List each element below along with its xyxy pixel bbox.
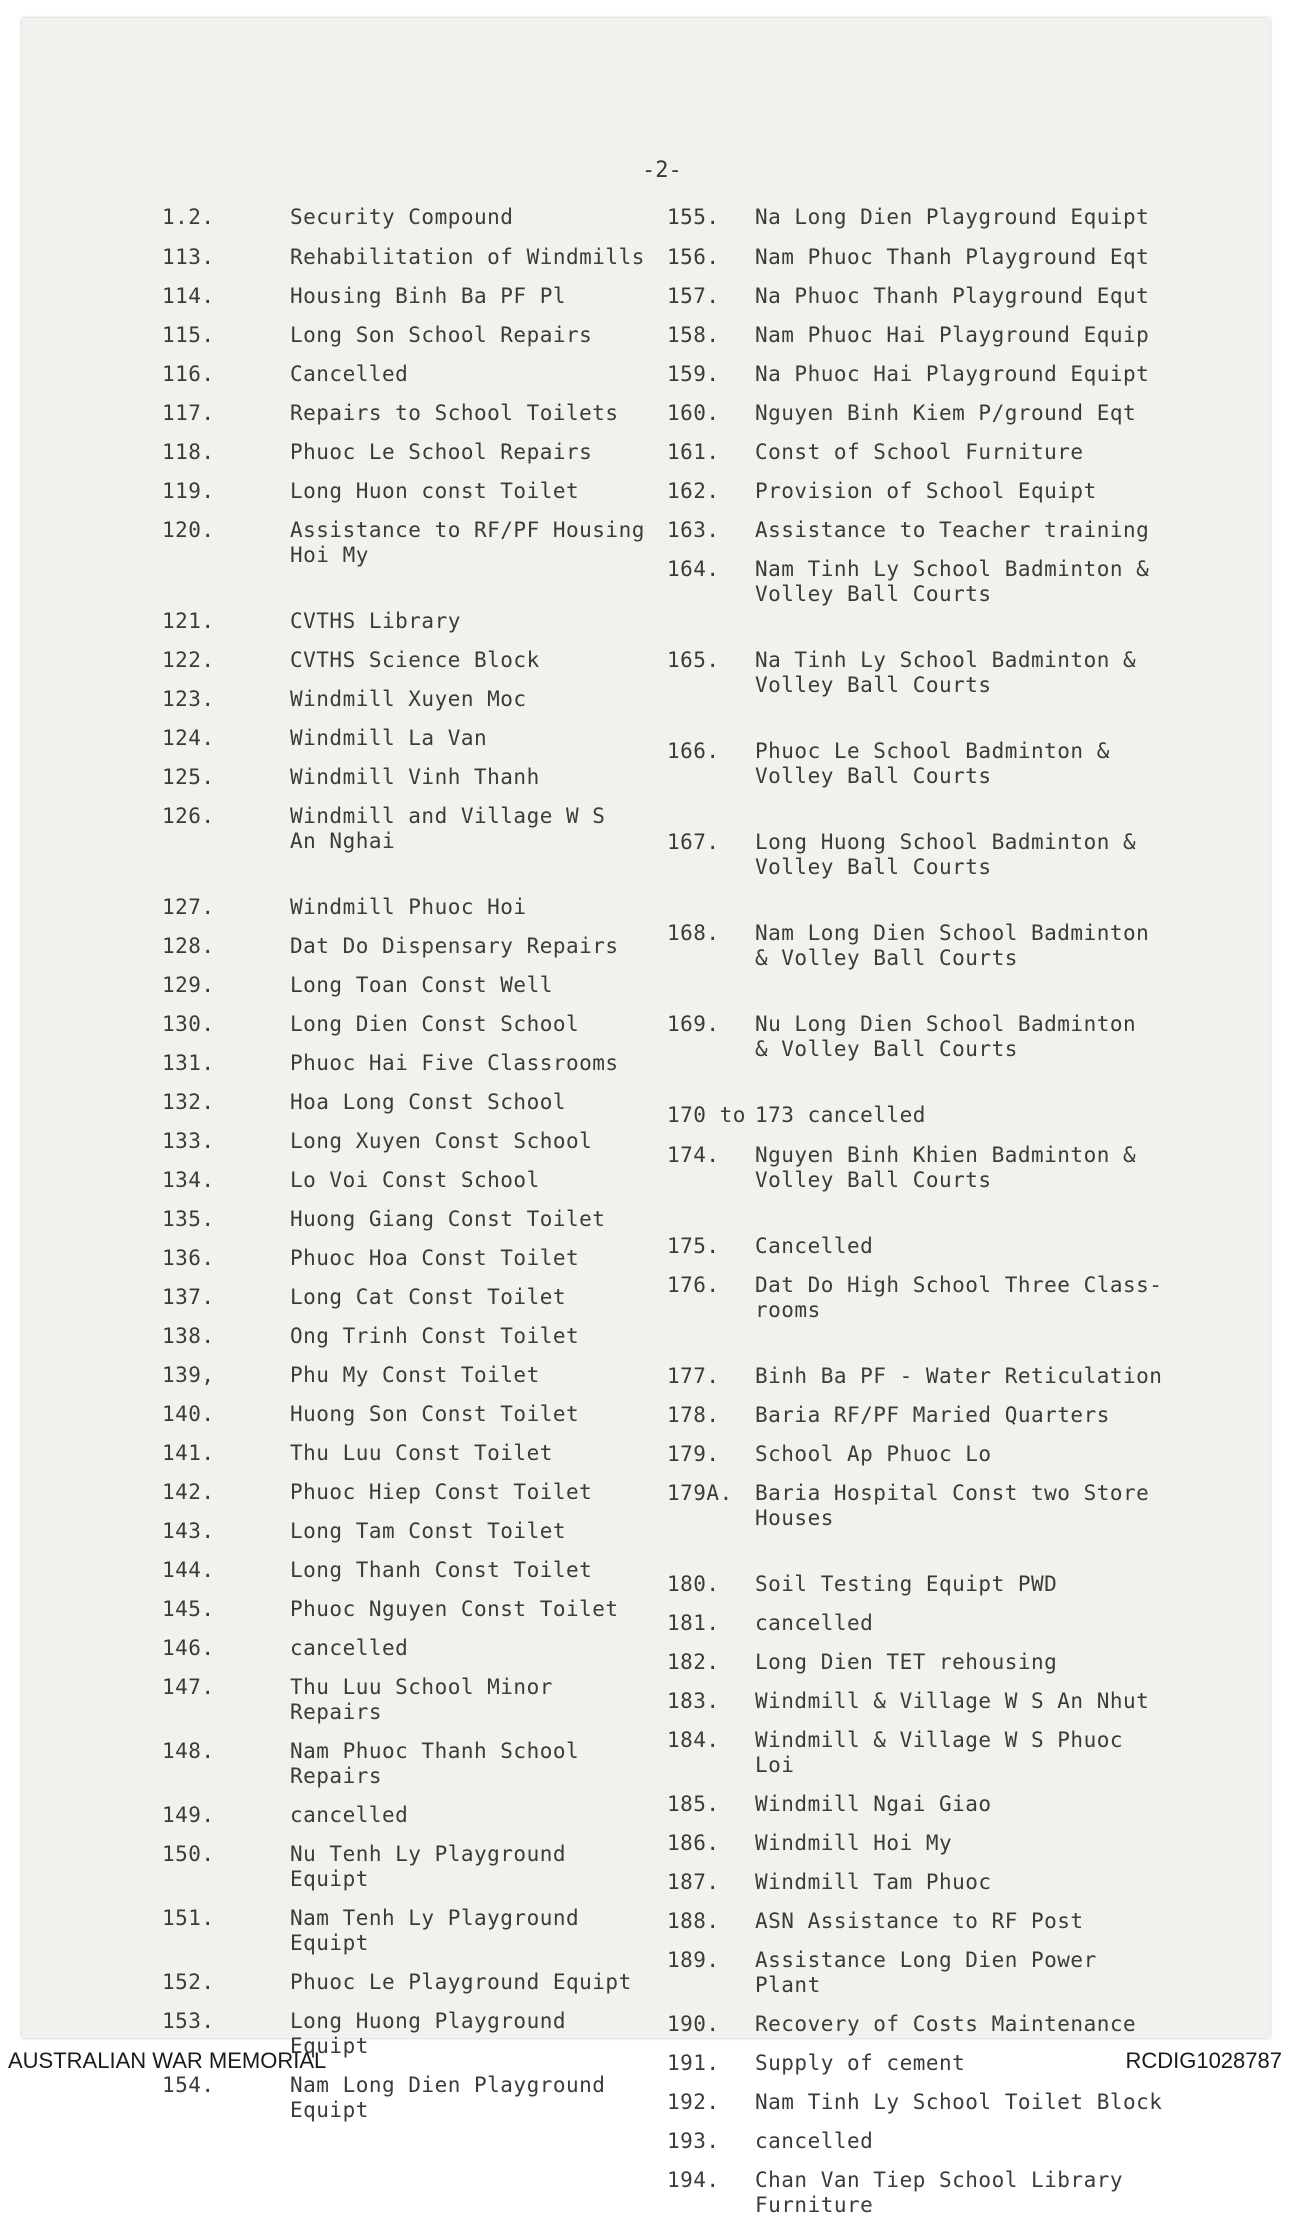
item-number: 179. [667,1442,720,1466]
list-item [667,1792,1167,1817]
item-description: Long Thanh Const Toilet [290,1558,593,1582]
item-description: Long Huon const Toilet [290,479,580,503]
item-number: 188. [667,1909,720,1933]
item-number: 124. [162,726,215,750]
item-description: Rehabilitation of Windmills [290,245,645,269]
item-description: Lo Voi Const School [290,1168,540,1192]
list-item [162,1739,652,1789]
item-description: Windmill Hoi My [755,1831,953,1855]
item-number: 170 to [667,1103,746,1127]
item-number: 176. [667,1273,720,1297]
list-item [162,687,652,712]
list-item [162,1441,652,1466]
list-item [667,205,1167,230]
item-number: 145. [162,1597,215,1621]
item-number: 181. [667,1611,720,1635]
list-item [667,1481,1167,1531]
item-description: Soil Testing Equipt PWD [755,1572,1058,1596]
list-item [667,1143,1167,1193]
item-number: 133. [162,1129,215,1153]
item-number: 178. [667,1403,720,1427]
item-number: 135. [162,1207,215,1231]
item-number: 194. [667,2168,720,2192]
list-item [667,739,1167,789]
list-item [667,1403,1167,1428]
item-description: Assistance to Teacher training [755,518,1150,542]
item-description: Windmill & Village W S An Nhut [755,1689,1150,1713]
item-number: 143. [162,1519,215,1543]
item-number: 132. [162,1090,215,1114]
item-number: 113. [162,245,215,269]
item-description: Dat Do High School Three Class- rooms [755,1273,1163,1322]
item-number: 192. [667,2090,720,2114]
item-number: 186. [667,1831,720,1855]
item-description: cancelled [755,1611,874,1635]
item-description: Assistance Long Dien Power Plant [755,1948,1097,1997]
list-item [667,2012,1167,2037]
item-description: Nam Long Dien School Badminton & Volley Ball Courts [755,921,1150,970]
item-description: Long Tam Const Toilet [290,1519,567,1543]
list-item [667,921,1167,971]
item-description: Nu Long Dien School Badminton & Volley Ball Courts [755,1012,1137,1061]
list-item [667,2129,1167,2154]
item-number: 182. [667,1650,720,1674]
item-number: 142. [162,1480,215,1504]
item-description: Dat Do Dispensary Repairs [290,934,619,958]
list-item [162,1246,652,1271]
item-number: 160. [667,401,720,425]
list-item [162,1363,652,1388]
item-description: cancelled [290,1636,409,1660]
item-number: 151. [162,1906,215,1930]
list-item [162,1012,652,1037]
item-number: 134. [162,1168,215,1192]
item-description: Nguyen Binh Kiem P/ground Eqt [755,401,1137,425]
item-description: Phuoc Le School Repairs [290,440,593,464]
list-item [162,2073,652,2123]
item-description: Long Xuyen Const School [290,1129,593,1153]
list-item [162,726,652,751]
list-item [162,1906,652,1956]
item-description: Huong Son Const Toilet [290,1402,580,1426]
item-description: Chan Van Tiep School Library Furniture [755,2168,1124,2217]
item-description: School Ap Phuoc Lo [755,1442,992,1466]
item-number: 164. [667,557,720,581]
list-item [667,1689,1167,1714]
item-number: 117. [162,401,215,425]
list-item [162,648,652,673]
item-number: 152. [162,1970,215,1994]
item-number: 141. [162,1441,215,1465]
list-item [162,1129,652,1154]
item-description: Binh Ba PF - Water Reticulation [755,1364,1163,1388]
list-item [162,804,652,854]
item-description: Assistance to RF/PF Housing Hoi My [290,518,645,567]
list-item [162,1051,652,1076]
list-item [667,1012,1167,1062]
item-description: Const of School Furniture [755,440,1084,464]
list-item [162,245,652,270]
item-description: Long Cat Const Toilet [290,1285,567,1309]
list-item [162,1402,652,1427]
item-description: 173 cancelled [755,1103,926,1127]
item-description: Phuoc Le Playground Equipt [290,1970,632,1994]
item-number: 128. [162,934,215,958]
item-description: Thu Luu Const Toilet [290,1441,553,1465]
item-description: Windmill Ngai Giao [755,1792,992,1816]
list-item [667,1442,1167,1467]
item-description: Ong Trinh Const Toilet [290,1324,580,1348]
item-description: Na Phuoc Thanh Playground Equt [755,284,1150,308]
item-description: Na Tinh Ly School Badminton & Volley Ball Courts [755,648,1137,697]
item-number: 167. [667,830,720,854]
right-item-list [667,205,1167,2218]
item-description: Cancelled [755,1234,874,1258]
archive-credit: AUSTRALIAN WAR MEMORIAL [8,2048,327,2073]
item-number: 140. [162,1402,215,1426]
list-item [667,1572,1167,1597]
item-description: Nam Phuoc Thanh Playground Eqt [755,245,1150,269]
item-number: 119. [162,479,215,503]
list-item [162,1842,652,1892]
item-description: Windmill Vinh Thanh [290,765,540,789]
item-description: Phuoc Hoa Const Toilet [290,1246,580,1270]
list-item [667,362,1167,387]
list-item [162,973,652,998]
item-number: 123. [162,687,215,711]
item-description: Na Phuoc Hai Playground Equipt [755,362,1150,386]
list-item [162,1970,652,1995]
list-item [667,518,1167,543]
item-description: cancelled [755,2129,874,2153]
list-item [162,1675,652,1725]
item-description: Hoa Long Const School [290,1090,567,1114]
list-item [162,1519,652,1544]
list-item [162,1168,652,1193]
item-number: 180. [667,1572,720,1596]
item-description: Nguyen Binh Khien Badminton & Volley Ball Courts [755,1143,1137,1192]
list-item [667,323,1167,348]
item-number: 136. [162,1246,215,1270]
item-number: 157. [667,284,720,308]
item-description: Windmill Phuoc Hoi [290,895,527,919]
item-number: 130. [162,1012,215,1036]
list-item [162,479,652,504]
item-description: Long Toan Const Well [290,973,553,997]
item-description: Recovery of Costs Maintenance [755,2012,1137,2036]
item-number: 120. [162,518,215,542]
item-number: 147. [162,1675,215,1699]
page-number: -2- [642,158,682,183]
list-item [162,284,652,309]
item-number: 154. [162,2073,215,2097]
list-item [162,440,652,465]
item-description: Windmill La Van [290,726,488,750]
list-item [162,1207,652,1232]
item-number: 179A. [667,1481,733,1505]
list-item [162,1803,652,1828]
item-number: 153. [162,2009,215,2033]
item-description: Phuoc Hai Five Classrooms [290,1051,619,1075]
list-item [667,2168,1167,2218]
item-description: Nam Tinh Ly School Badminton & Volley Ball Courts [755,557,1150,606]
item-number: 127. [162,895,215,919]
item-number: 191. [667,2051,720,2075]
item-description: Thu Luu School Minor Repairs [290,1675,553,1724]
item-number: 189. [667,1948,720,1972]
item-description: Provision of School Equipt [755,479,1097,503]
item-number: 187. [667,1870,720,1894]
item-number: 144. [162,1558,215,1582]
item-number: 1.2. [162,205,215,229]
item-description: Baria RF/PF Maried Quarters [755,1403,1110,1427]
item-description: CVTHS Science Block [290,648,540,672]
item-description: CVTHS Library [290,609,461,633]
item-description: Nu Tenh Ly Playground Equipt [290,1842,567,1891]
item-number: 174. [667,1143,720,1167]
item-description: Baria Hospital Const two Store Houses [755,1481,1150,1530]
item-description: Windmill & Village W S Phuoc Loi [755,1728,1124,1777]
item-description: Supply of cement [755,2051,966,2075]
item-description: Long Dien TET rehousing [755,1650,1058,1674]
item-number: 185. [667,1792,720,1816]
item-number: 183. [667,1689,720,1713]
list-item [162,205,652,230]
list-item [667,557,1167,607]
item-description: Nam Long Dien Playground Equipt [290,2073,606,2122]
item-number: 165. [667,648,720,672]
item-description: Phuoc Le School Badminton & Volley Ball Courts [755,739,1110,788]
item-description: Windmill Xuyen Moc [290,687,527,711]
item-number: 161. [667,440,720,464]
list-item [162,1324,652,1349]
list-item [667,245,1167,270]
item-description: Huong Giang Const Toilet [290,1207,606,1231]
item-number: 150. [162,1842,215,1866]
item-description: Windmill Tam Phuoc [755,1870,992,1894]
item-number: 146. [162,1636,215,1660]
item-number: 163. [667,518,720,542]
list-item [667,1909,1167,1934]
item-description: Phuoc Hiep Const Toilet [290,1480,593,1504]
item-description: Nam Tenh Ly Playground Equipt [290,1906,580,1955]
list-item [162,1285,652,1310]
item-number: 158. [667,323,720,347]
list-item [667,1611,1167,1636]
item-number: 114. [162,284,215,308]
list-item [667,648,1167,698]
item-description: Cancelled [290,362,409,386]
list-item [667,2051,1167,2076]
item-number: 121. [162,609,215,633]
list-item [667,401,1167,426]
list-item [162,934,652,959]
item-number: 159. [667,362,720,386]
list-item [162,401,652,426]
item-description: Nam Phuoc Thanh School Repairs [290,1739,580,1788]
list-item [162,1558,652,1583]
item-description: Long Son School Repairs [290,323,593,347]
list-item [667,1273,1167,1323]
list-item [667,479,1167,504]
list-item [667,440,1167,465]
item-number: 131. [162,1051,215,1075]
list-item [667,1831,1167,1856]
item-number: 122. [162,648,215,672]
list-item [667,2090,1167,2115]
list-item [162,895,652,920]
item-description: Phu My Const Toilet [290,1363,540,1387]
item-description: ASN Assistance to RF Post [755,1909,1084,1933]
list-item [162,1480,652,1505]
item-description: Phuoc Nguyen Const Toilet [290,1597,619,1621]
list-item [162,1636,652,1661]
item-number: 177. [667,1364,720,1388]
list-item [162,1090,652,1115]
item-number: 129. [162,973,215,997]
item-description: Na Long Dien Playground Equipt [755,205,1150,229]
item-number: 168. [667,921,720,945]
left-item-list [162,205,652,2123]
item-description: Security Compound [290,205,514,229]
item-number: 193. [667,2129,720,2153]
item-number: 166. [667,739,720,763]
list-item [667,284,1167,309]
item-number: 148. [162,1739,215,1763]
list-item [162,362,652,387]
archive-id: RCDIG1028787 [1125,2048,1282,2073]
item-number: 137. [162,1285,215,1309]
list-item [667,1870,1167,1895]
item-description: cancelled [290,1803,409,1827]
list-item [162,323,652,348]
list-item [667,830,1167,880]
item-number: 175. [667,1234,720,1258]
item-number: 138. [162,1324,215,1348]
list-item [667,1728,1167,1778]
item-description: Nam Tinh Ly School Toilet Block [755,2090,1163,2114]
list-item [162,609,652,634]
item-number: 118. [162,440,215,464]
item-number: 169. [667,1012,720,1036]
item-number: 126. [162,804,215,828]
item-description: Long Dien Const School [290,1012,580,1036]
item-number: 162. [667,479,720,503]
item-description: Long Huong Playground Equipt [290,2009,567,2058]
item-number: 155. [667,205,720,229]
item-number: 190. [667,2012,720,2036]
list-item [667,1234,1167,1259]
item-description: Long Huong School Badminton & Volley Ball Courts [755,830,1137,879]
item-description: Nam Phuoc Hai Playground Equip [755,323,1150,347]
list-item [667,1948,1167,1998]
item-description: Repairs to School Toilets [290,401,619,425]
item-number: 156. [667,245,720,269]
list-item [162,765,652,790]
list-item [667,1650,1167,1675]
list-item [162,518,652,568]
list-item [667,1364,1167,1389]
item-number: 116. [162,362,215,386]
item-number: 115. [162,323,215,347]
item-description: Housing Binh Ba PF Pl [290,284,567,308]
item-number: 125. [162,765,215,789]
list-item [667,1103,1167,1128]
item-number: 184. [667,1728,720,1752]
list-item [162,1597,652,1622]
item-description: Windmill and Village W S An Nghai [290,804,606,853]
item-number: 149. [162,1803,215,1827]
item-number: 139, [162,1363,215,1387]
